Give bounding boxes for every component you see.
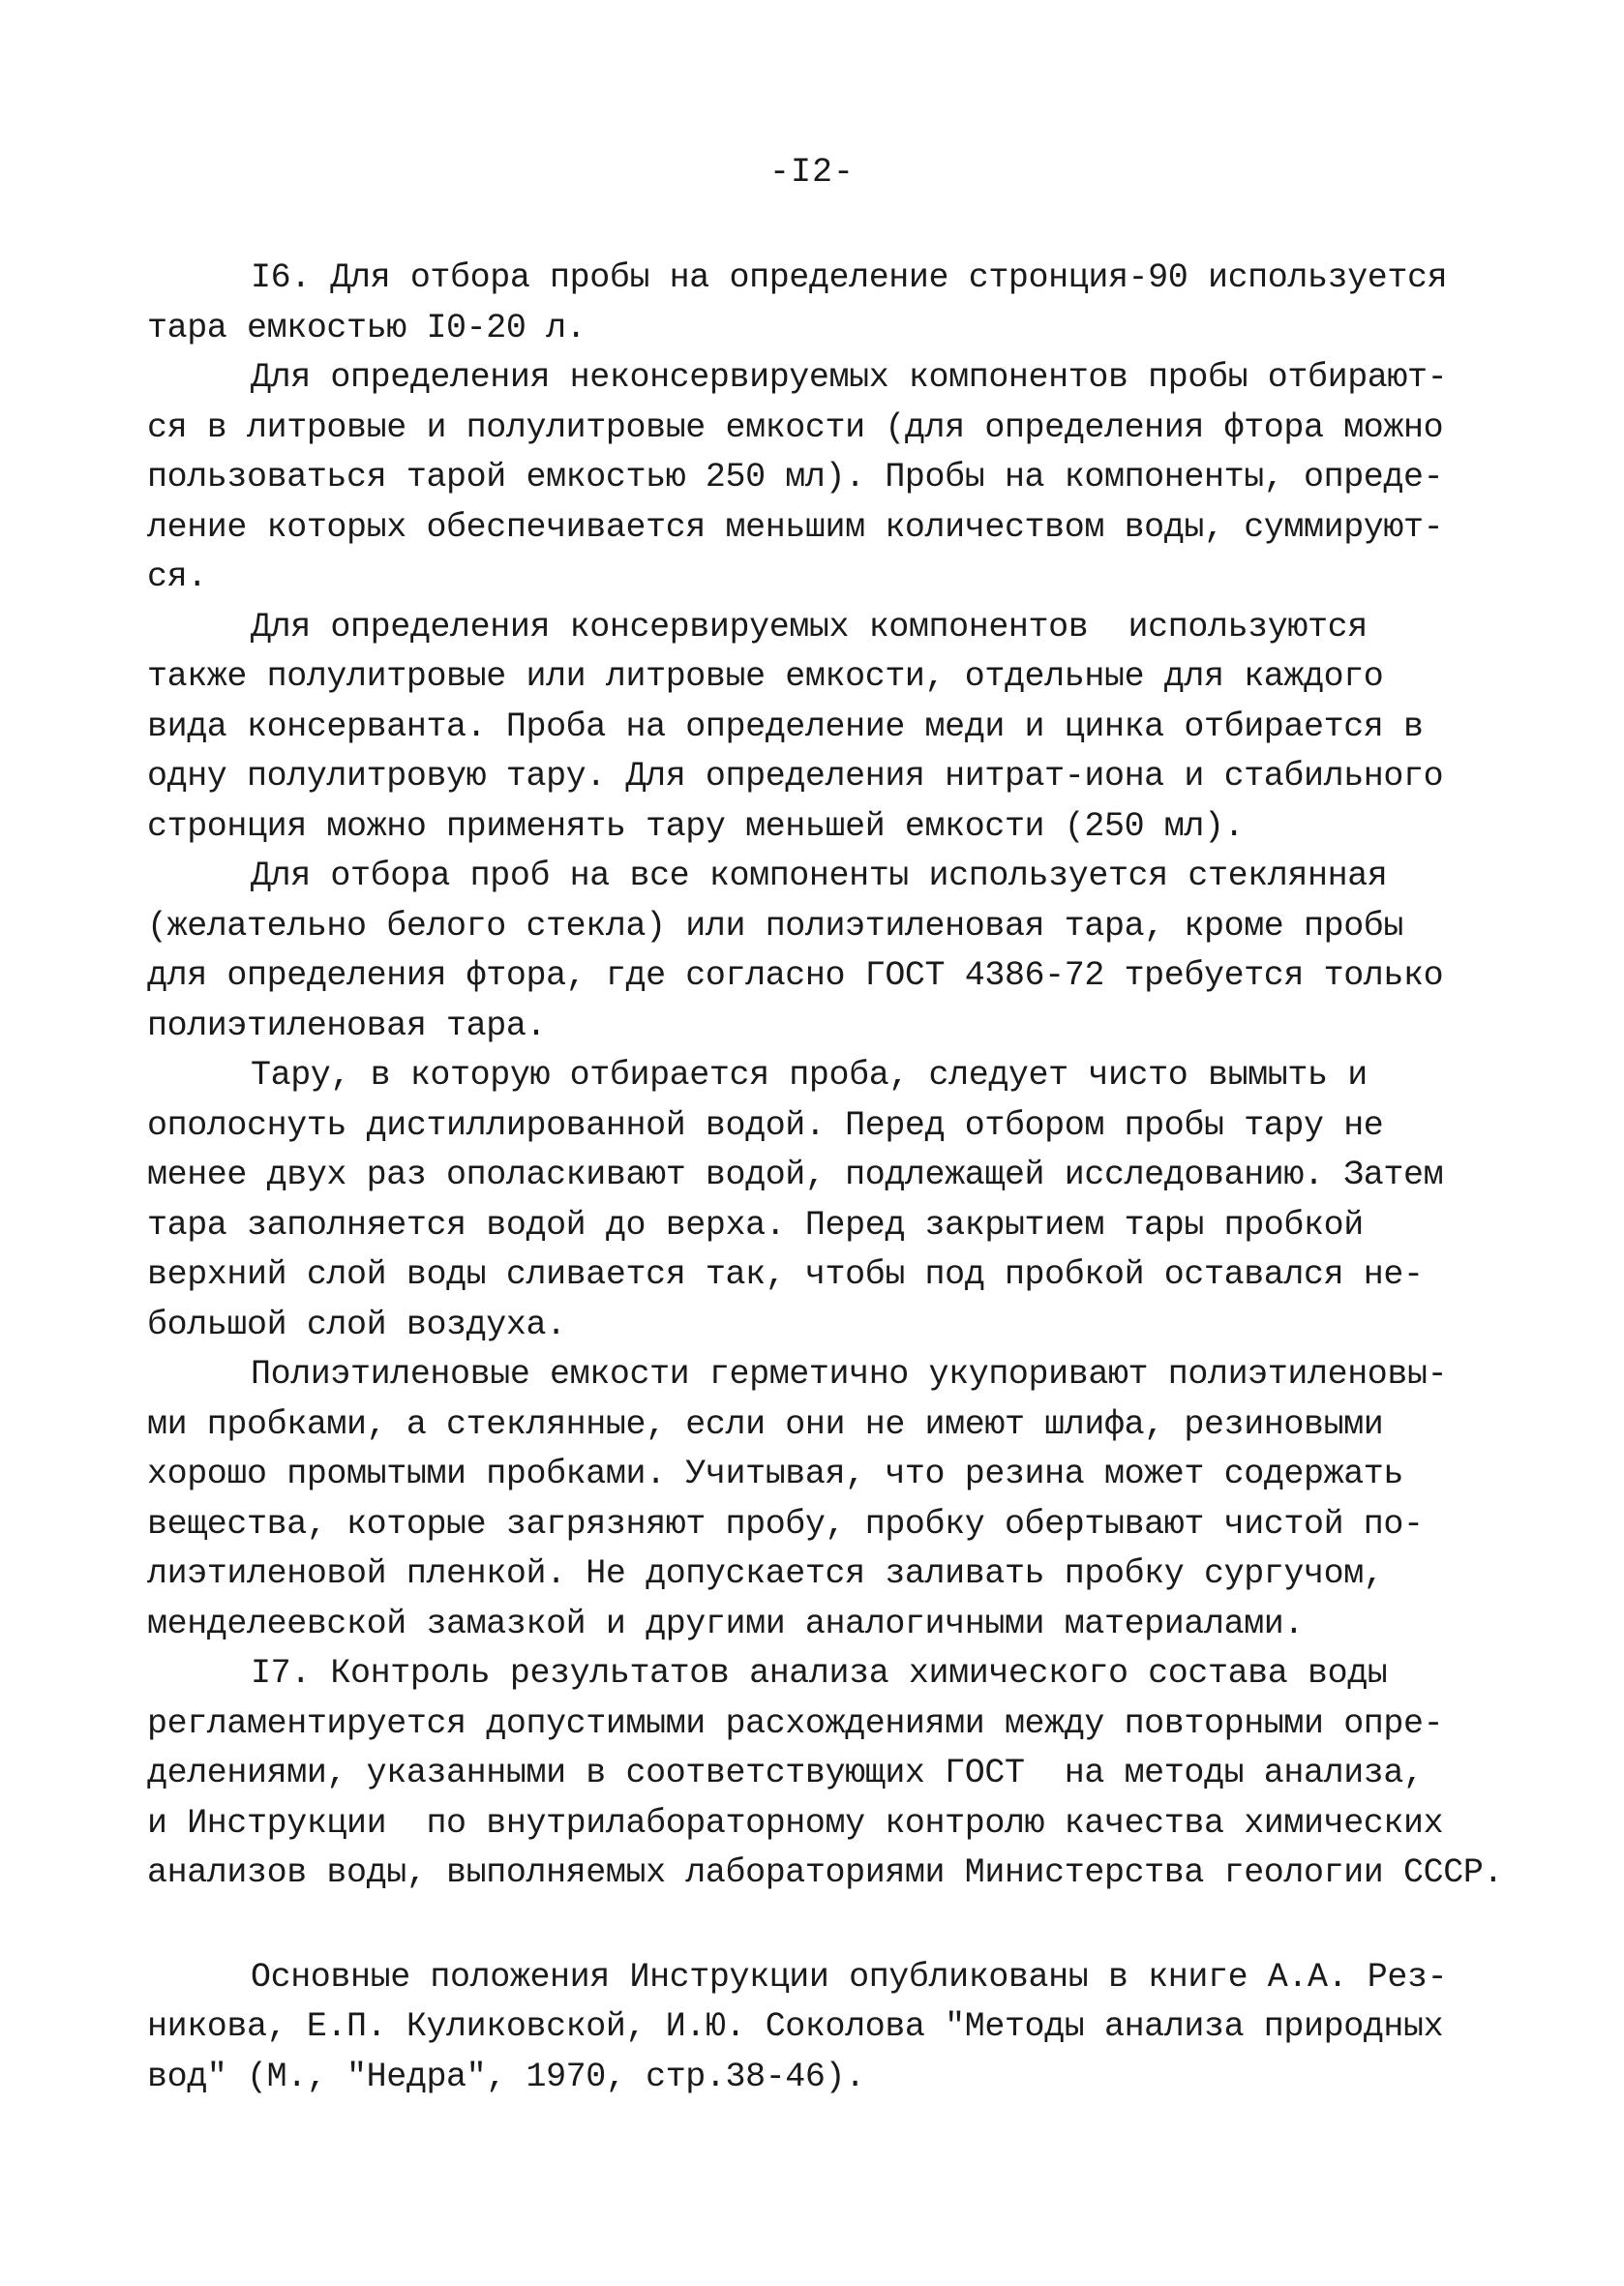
text-line: Основные положения Инструкции опубликованы в книге А.А. Рез- — [251, 1957, 1448, 1997]
text-line: одну полулитровую тару. Для определения нитрат-иона и стабильного — [147, 757, 1444, 796]
text-line: ся в литровые и полулитровые емкости (для определения фтора можно — [147, 407, 1444, 447]
text-line: менее двух раз ополаскивают водой, подлежащей исследованию. Затем — [147, 1156, 1444, 1194]
text-line: для определения фтора, где согласно ГОСТ 4386-72 требуется только — [147, 956, 1444, 995]
text-line: ополоснуть дистиллированной водой. Перед отбором пробы тару не — [147, 1105, 1384, 1145]
document-body — [147, 254, 1504, 2102]
text-line: полиэтиленовая тара. — [147, 1006, 547, 1045]
text-line: стронция можно применять тару меньшей емкости (250 мл). — [147, 806, 1245, 846]
text-line: Для определения неконсервируемых компонентов пробы отбирают- — [251, 358, 1448, 397]
text-line: пользоваться тарой емкостью 250 мл). Пробы на компоненты, опреде- — [147, 458, 1444, 496]
text-line: вод" (М., "Недра", 1970, стр.38-46). — [147, 2057, 865, 2096]
text-line: лиэтиленовой пленкой. Не допускается заливать пробку сургучом, — [147, 1554, 1384, 1593]
text-line: I7. Контроль результатов анализа химического состава воды — [251, 1654, 1388, 1693]
text-line: регламентируется допустимыми расхождениями между повторными опре- — [147, 1703, 1444, 1743]
text-line: вида консерванта. Проба на определение меди и цинка отбирается в — [147, 707, 1424, 746]
text-line: тара емкостью I0-20 л. — [147, 308, 586, 347]
text-line: ление которых обеспечивается меньшим количеством воды, суммируют- — [147, 507, 1444, 547]
text-line: также полулитровые или литровые емкости, отдельные для каждого — [147, 657, 1384, 696]
text-line: вещества, которые загрязняют пробу, пробку обертывают чистой по- — [147, 1504, 1424, 1544]
text-line: верхний слой воды сливается так, чтобы под пробкой оставался не- — [147, 1255, 1424, 1294]
text-line: тара заполняется водой до верха. Перед закрытием тары пробкой — [147, 1205, 1364, 1245]
text-line: и Инструкции по внутрилабораторному контролю качества химических — [147, 1803, 1444, 1843]
text-line: никова, Е.П. Куликовской, И.Ю. Соколова "Методы анализа природных — [147, 2007, 1444, 2046]
text-line: хорошо промытыми пробками. Учитывая, что резина может содержать — [147, 1455, 1404, 1493]
text-line: делениями, указанными в соответствующих ГОСТ на методы анализа, — [147, 1754, 1424, 1792]
text-line: Полиэтиленовые емкости герметично укупоривают полиэтиленовы- — [251, 1355, 1448, 1394]
text-line: ми пробками, а стеклянные, если они не имеют шлифа, резиновыми — [147, 1404, 1384, 1444]
text-line: I6. Для отбора пробы на определение стронция-90 используется — [251, 258, 1448, 297]
text-line: (желательно белого стекла) или полиэтиленовая тара, кроме пробы — [147, 906, 1404, 946]
text-line: анализов воды, выполняемых лабораториями Министерства геологии СССР. — [147, 1853, 1504, 1892]
text-line: Для отбора проб на все компоненты используется стеклянная — [251, 857, 1388, 895]
text-line: Для определения консервируемых компонентов используются — [251, 607, 1368, 647]
text-line: Тару, в которую отбирается проба, следует чисто вымыть и — [251, 1056, 1368, 1095]
page-number: -I2- — [768, 153, 855, 192]
text-line: большой слой воздуха. — [147, 1305, 566, 1344]
text-line: менделеевской замазкой и другими аналогичными материалами. — [147, 1604, 1304, 1643]
text-line: ся. — [147, 557, 207, 596]
